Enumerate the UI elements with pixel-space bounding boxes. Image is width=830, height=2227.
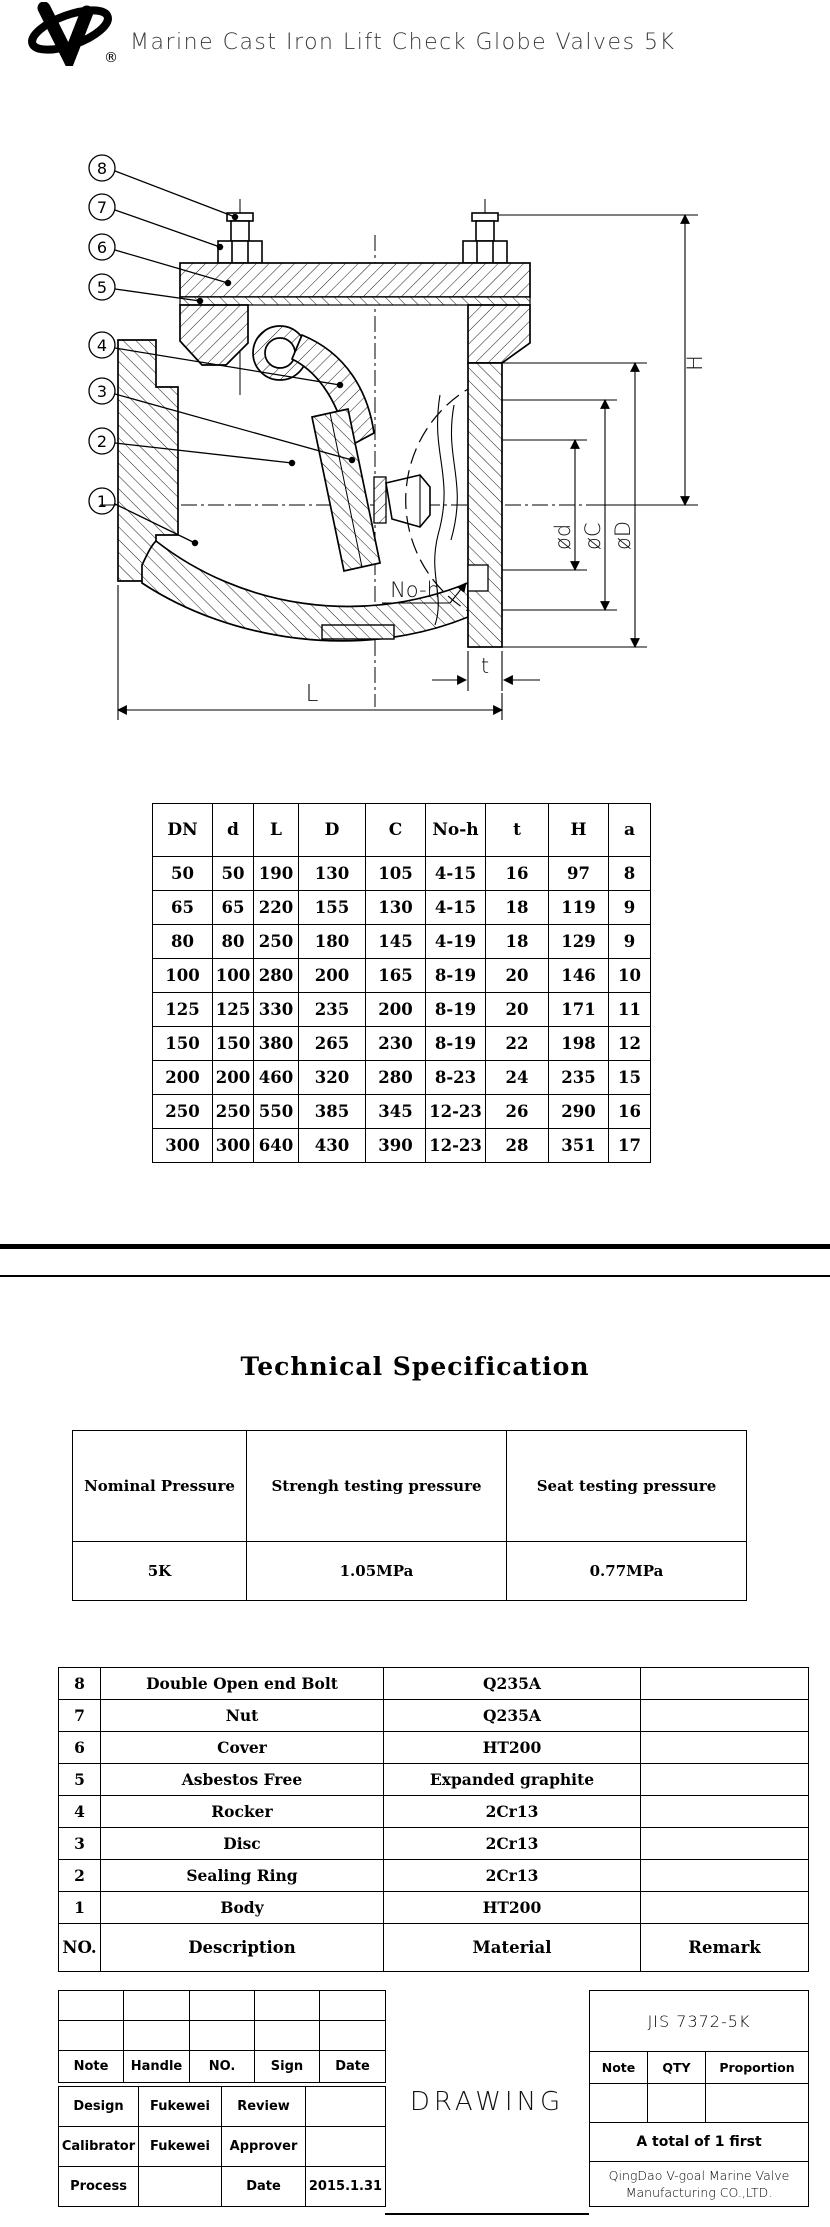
cell: 351 [549, 1129, 609, 1163]
col-header: Note [59, 2051, 124, 2083]
total-row [590, 2123, 809, 2162]
approval-row [59, 2127, 386, 2167]
part-number: 7 [59, 1700, 101, 1732]
cell: 50 [213, 857, 254, 891]
cell: 105 [366, 857, 426, 891]
col-header: Date [320, 2051, 386, 2083]
cell: 265 [299, 1027, 366, 1061]
cell [190, 1991, 255, 2021]
approval-row [59, 2087, 386, 2127]
callout-1: 1 [96, 492, 108, 511]
cell: 97 [549, 857, 609, 891]
cell: 28 [486, 1129, 549, 1163]
col-header: Nominal Pressure [73, 1431, 247, 1542]
col-header: QTY [648, 2052, 706, 2084]
approval-role: Process [59, 2167, 139, 2207]
cell: 200 [299, 959, 366, 993]
dim-label-H: H [683, 355, 707, 371]
dimension-row [153, 1129, 651, 1163]
col-header: d [213, 804, 254, 857]
cell: 150 [153, 1027, 213, 1061]
parts-row [59, 1828, 809, 1860]
cell: 280 [366, 1061, 426, 1095]
cell: 65 [153, 891, 213, 925]
dimension-row [153, 857, 651, 891]
part-material: Q235A [384, 1700, 641, 1732]
approval-value: 2015.1.31 [306, 2167, 386, 2207]
body-foot [322, 625, 394, 639]
cell: 100 [213, 959, 254, 993]
cell [706, 2084, 809, 2123]
part-material: Expanded graphite [384, 1764, 641, 1796]
cell: 4-15 [426, 857, 486, 891]
parts-row [59, 1732, 809, 1764]
cell: 220 [254, 891, 299, 925]
part-remark [641, 1860, 809, 1892]
cell: 80 [213, 925, 254, 959]
approval-name: Fukewei [139, 2087, 222, 2127]
col-header: Sign [255, 2051, 320, 2083]
cell: 129 [549, 925, 609, 959]
dim-label-d: ød [551, 523, 575, 550]
col-header: Proportion [706, 2052, 809, 2084]
col-header: NO. [190, 2051, 255, 2083]
cell: 150 [213, 1027, 254, 1061]
cell: 200 [366, 993, 426, 1027]
cell: 190 [254, 857, 299, 891]
company-line-1: QingDao V-goal Marine Valve [608, 2167, 790, 2183]
cell: 119 [549, 891, 609, 925]
part-material: HT200 [384, 1732, 641, 1764]
dimension-row [153, 993, 651, 1027]
cell: 171 [549, 993, 609, 1027]
callout-5: 5 [96, 278, 108, 297]
parts-row [59, 1860, 809, 1892]
part-description: Asbestos Free [101, 1764, 384, 1796]
part-description: Sealing Ring [101, 1860, 384, 1892]
drawing-label: DRAWING [409, 2086, 565, 2117]
part-description: Nut [101, 1700, 384, 1732]
col-header: DN [153, 804, 213, 857]
cell: 460 [254, 1061, 299, 1095]
cell: 125 [153, 993, 213, 1027]
cell: 250 [153, 1095, 213, 1129]
col-header: Seat testing pressure [507, 1431, 747, 1542]
body-neck-right [468, 305, 530, 363]
callout-4: 4 [96, 336, 108, 355]
cell: 65 [213, 891, 254, 925]
col-header: No-h [426, 804, 486, 857]
parts-row [59, 1700, 809, 1732]
dimension-row [153, 1027, 651, 1061]
cell: 130 [366, 891, 426, 925]
cell: 4-19 [426, 925, 486, 959]
col-header: C [366, 804, 426, 857]
col-header: NO. [59, 1924, 101, 1972]
cell: 10 [609, 959, 651, 993]
col-header: a [609, 804, 651, 857]
col-header: Note [590, 2052, 648, 2084]
cell: 280 [254, 959, 299, 993]
cell: 8-19 [426, 959, 486, 993]
empty-row [590, 2084, 809, 2123]
approval-value [306, 2127, 386, 2167]
cell: 155 [299, 891, 366, 925]
cell: 80 [153, 925, 213, 959]
cell [255, 2021, 320, 2051]
part-description: Cover [101, 1732, 384, 1764]
cell: 180 [299, 925, 366, 959]
dim-label-L: L [305, 681, 319, 707]
cell: 100 [153, 959, 213, 993]
qty-header-row [590, 2052, 809, 2084]
cell: 8-23 [426, 1061, 486, 1095]
dimension-row [153, 959, 651, 993]
vgoal-logo-icon [24, 2, 124, 66]
dimension-row [153, 925, 651, 959]
parts-row [59, 1796, 809, 1828]
part-number: 4 [59, 1796, 101, 1828]
section-divider-thick [0, 1244, 830, 1249]
dimension-header-row [153, 804, 651, 857]
callout-3: 3 [96, 382, 108, 401]
company-name [590, 2162, 809, 2207]
cover-bolts [218, 213, 507, 263]
flange-bolt-hole [468, 565, 488, 591]
cell: 290 [549, 1095, 609, 1129]
parts-table [58, 1667, 809, 1972]
cell: 20 [486, 959, 549, 993]
disc-nut [386, 475, 430, 527]
cell: 640 [254, 1129, 299, 1163]
cell: 145 [366, 925, 426, 959]
cell: 130 [299, 857, 366, 891]
drawing-label-cell [385, 1990, 589, 2215]
parts-row [59, 1668, 809, 1700]
parts-row [59, 1764, 809, 1796]
part-remark [641, 1764, 809, 1796]
spec-title: Technical Specification [240, 1352, 590, 1381]
cell [648, 2084, 706, 2123]
cell: 250 [254, 925, 299, 959]
approval-row [59, 2167, 386, 2207]
cell: 146 [549, 959, 609, 993]
callout-2: 2 [96, 432, 108, 451]
cell: 300 [153, 1129, 213, 1163]
pivot-pin-bore [265, 338, 295, 368]
cell: 345 [366, 1095, 426, 1129]
body-neck-left [180, 305, 248, 365]
callout-7: 7 [96, 198, 108, 217]
valve-section-drawing [30, 95, 800, 795]
approval-role: Calibrator [59, 2127, 139, 2167]
cell: 250 [213, 1095, 254, 1129]
cell: 165 [366, 959, 426, 993]
cell: 200 [153, 1061, 213, 1095]
col-header: D [299, 804, 366, 857]
cell: 12-23 [426, 1129, 486, 1163]
col-header: Strengh testing pressure [247, 1431, 507, 1542]
approval-grid-bottom [58, 2086, 386, 2207]
cell [320, 1991, 386, 2021]
cell: 4-15 [426, 891, 486, 925]
col-header: t [486, 804, 549, 857]
part-number: 3 [59, 1828, 101, 1860]
cell: 430 [299, 1129, 366, 1163]
gasket-section [180, 297, 530, 305]
empty-row [59, 1991, 386, 2021]
cell: 235 [299, 993, 366, 1027]
cell: 198 [549, 1027, 609, 1061]
dimension-row [153, 1061, 651, 1095]
cell [255, 1991, 320, 2021]
cell: 230 [366, 1027, 426, 1061]
part-remark [641, 1668, 809, 1700]
col-header: Description [101, 1924, 384, 1972]
cell: 11 [609, 993, 651, 1027]
approval-name: Fukewei [139, 2127, 222, 2167]
standard-code: JIS 7372-5K [590, 1991, 809, 2052]
company-row [590, 2162, 809, 2207]
cell: 200 [213, 1061, 254, 1095]
company-line-2: Manufacturing CO.,LTD. [625, 2185, 773, 2200]
col-header: H [549, 804, 609, 857]
standard-row [590, 1991, 809, 2052]
cell: 17 [609, 1129, 651, 1163]
cell: 20 [486, 993, 549, 1027]
cover-section [180, 263, 530, 297]
col-header: Material [384, 1924, 641, 1972]
total-note: A total of 1 first [590, 2123, 809, 2162]
spec-value-row [73, 1542, 747, 1601]
approval-name [139, 2167, 222, 2207]
col-header: Handle [124, 2051, 190, 2083]
cell [590, 2084, 648, 2123]
cell: 9 [609, 925, 651, 959]
cell: 8-19 [426, 1027, 486, 1061]
outlet-flange-section [468, 363, 502, 647]
approval-grid-top [58, 1990, 386, 2083]
cell: 16 [486, 857, 549, 891]
cell [124, 1991, 190, 2021]
part-material: 2Cr13 [384, 1796, 641, 1828]
approval-role: Approver [222, 2127, 306, 2167]
cell: 235 [549, 1061, 609, 1095]
approval-role: Review [222, 2087, 306, 2127]
cell: 1.05MPa [247, 1542, 507, 1601]
dim-label-D: øD [611, 520, 635, 550]
cell [190, 2021, 255, 2051]
inlet-flange-section [118, 340, 178, 581]
callout-6: 6 [96, 238, 108, 257]
section-divider-thin [0, 1275, 830, 1277]
approval-role: Design [59, 2087, 139, 2127]
cell: 380 [254, 1027, 299, 1061]
cell: 550 [254, 1095, 299, 1129]
cell: 15 [609, 1061, 651, 1095]
dimension-table [152, 803, 651, 1163]
approval-header-row [59, 2051, 386, 2083]
part-description: Rocker [101, 1796, 384, 1828]
part-description: Disc [101, 1828, 384, 1860]
dimension-row [153, 1095, 651, 1129]
approval-value [306, 2087, 386, 2127]
dim-label-t: t [480, 654, 490, 678]
part-description: Double Open end Bolt [101, 1668, 384, 1700]
part-remark [641, 1700, 809, 1732]
cell: 5K [73, 1542, 247, 1601]
cell: 18 [486, 925, 549, 959]
cell: 125 [213, 993, 254, 1027]
dim-label-C: øC [581, 522, 605, 550]
part-material: Q235A [384, 1668, 641, 1700]
title-block-right [589, 1990, 809, 2207]
callout-8: 8 [96, 159, 108, 178]
cell: 0.77MPa [507, 1542, 747, 1601]
cell: 18 [486, 891, 549, 925]
col-header: L [254, 804, 299, 857]
cell [124, 2021, 190, 2051]
part-material: 2Cr13 [384, 1828, 641, 1860]
part-number: 2 [59, 1860, 101, 1892]
cell: 9 [609, 891, 651, 925]
pipe-break-line-2 [451, 405, 457, 540]
registered-mark: ® [104, 50, 118, 66]
spec-header-row [73, 1431, 747, 1542]
parts-header-row [59, 1924, 809, 1972]
dim-label-no-h: No-h [390, 578, 440, 602]
cell: 330 [254, 993, 299, 1027]
part-number: 8 [59, 1668, 101, 1700]
cell: 8-19 [426, 993, 486, 1027]
part-material: 2Cr13 [384, 1860, 641, 1892]
disc-washer [374, 477, 386, 523]
part-description: Body [101, 1892, 384, 1924]
cell: 24 [486, 1061, 549, 1095]
cell: 26 [486, 1095, 549, 1129]
cell: 50 [153, 857, 213, 891]
cell: 16 [609, 1095, 651, 1129]
part-remark [641, 1796, 809, 1828]
cell [320, 2021, 386, 2051]
dimension-row [153, 891, 651, 925]
parts-row [59, 1892, 809, 1924]
cell: 320 [299, 1061, 366, 1095]
col-header: Remark [641, 1924, 809, 1972]
part-remark [641, 1828, 809, 1860]
part-remark [641, 1892, 809, 1924]
part-number: 1 [59, 1892, 101, 1924]
cell: 22 [486, 1027, 549, 1061]
part-material: HT200 [384, 1892, 641, 1924]
cell: 390 [366, 1129, 426, 1163]
part-remark [641, 1732, 809, 1764]
cell [59, 2021, 124, 2051]
part-number: 5 [59, 1764, 101, 1796]
cell: 12 [609, 1027, 651, 1061]
page-title: Marine Cast Iron Lift Check Globe Valves 5K [130, 30, 676, 55]
empty-row [59, 2021, 386, 2051]
approval-role: Date [222, 2167, 306, 2207]
cell [59, 1991, 124, 2021]
cell: 385 [299, 1095, 366, 1129]
cell: 300 [213, 1129, 254, 1163]
cell: 12-23 [426, 1095, 486, 1129]
spec-table [72, 1430, 747, 1601]
cell: 8 [609, 857, 651, 891]
part-number: 6 [59, 1732, 101, 1764]
